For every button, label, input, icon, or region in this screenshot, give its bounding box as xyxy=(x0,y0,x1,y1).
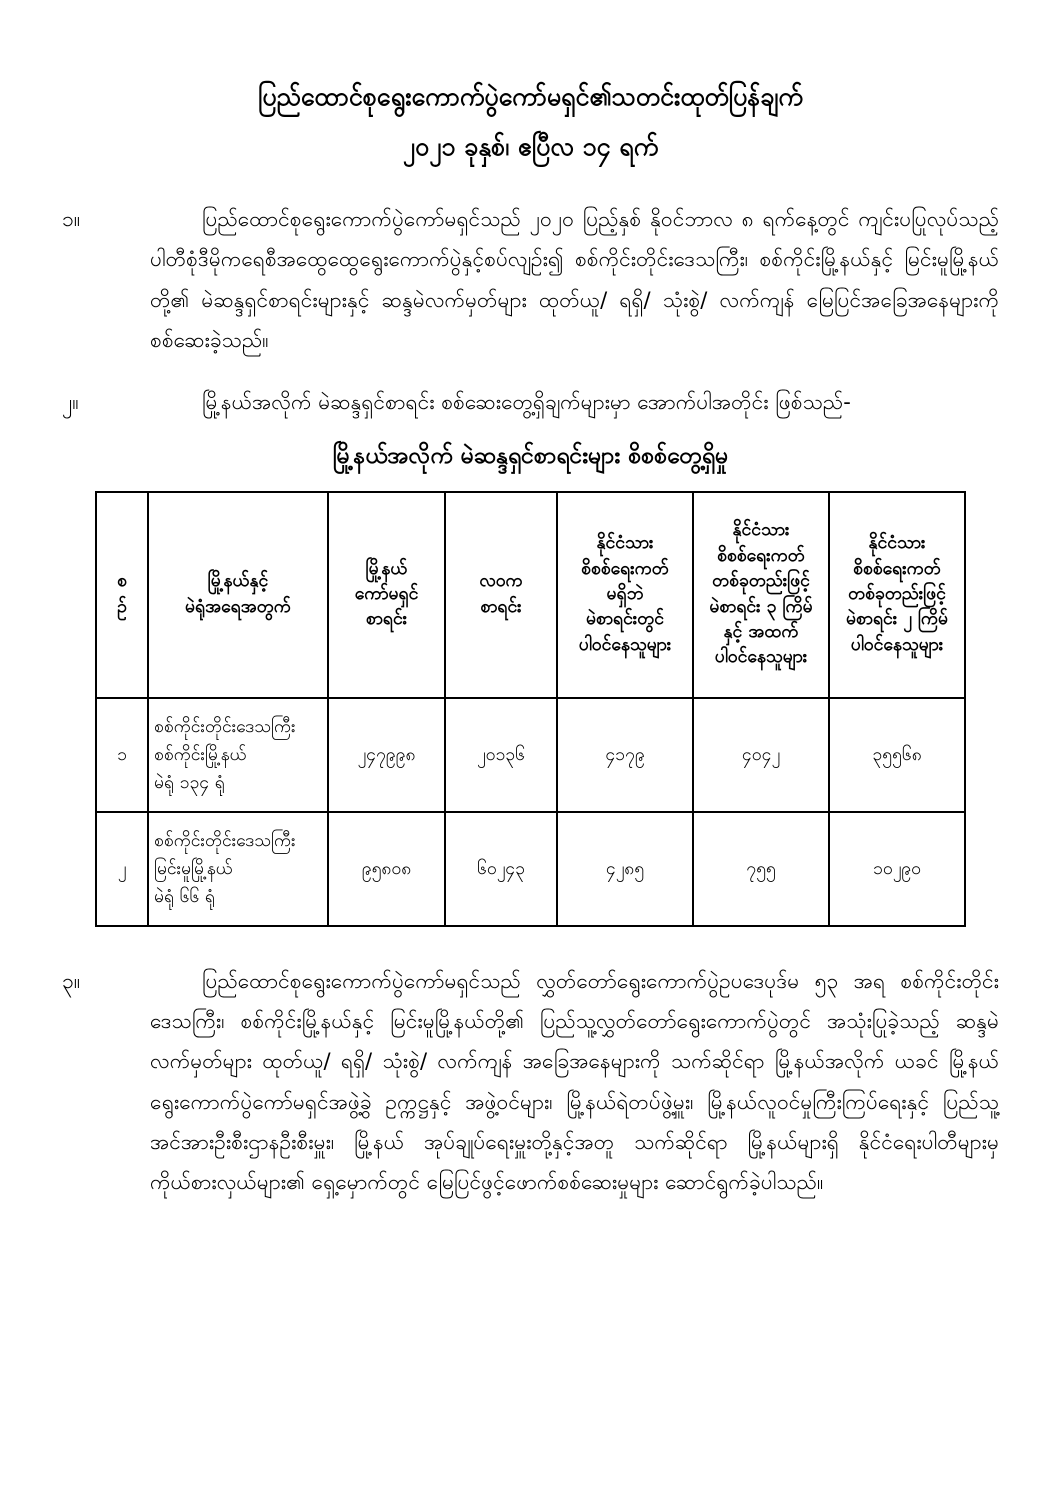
paragraph-1 xyxy=(62,199,999,360)
page-subtitle: ၂၀၂၁ ခုနှစ်၊ ဧပြီလ ၁၄ ရက် xyxy=(402,131,659,161)
paragraph-3-number: ၃။ xyxy=(62,968,81,993)
table-title: မြို့နယ်အလိုက် မဲဆန္ဒရှင်စာရင်းများ စိစစ်တွေ့ရှိမှု xyxy=(332,442,729,469)
row-immigration-list: ၆၀၂၄၃ xyxy=(445,812,557,926)
row-same-nrc-2: ၁၀၂၉၀ xyxy=(829,812,965,926)
row-same-nrc-3: ၇၅၅ xyxy=(693,812,829,926)
paragraph-2-number: ၂။ xyxy=(62,390,79,415)
row-no-nrc: ၄၁၇၉ xyxy=(557,698,693,812)
row-same-nrc-3: ၄၀၄၂ xyxy=(693,698,829,812)
row-commission-list: ၉၅၈၀၈ xyxy=(328,812,445,926)
row-no-nrc: ၄၂၈၅ xyxy=(557,812,693,926)
voter-list-table xyxy=(95,491,966,927)
column-header-township: မြို့နယ်နှင့် မဲရုံအရေအတွက် xyxy=(148,492,328,698)
paragraph-2-text: မြို့နယ်အလိုက် မဲဆန္ဒရှင်စာရင်း စစ်ဆေးတွေ့ရှိချက်များမှာ အောက်ပါအတိုင်း ဖြစ်သည်- xyxy=(202,390,851,415)
table-header-row xyxy=(96,492,965,698)
page-title: ပြည်ထောင်စုရွေးကောက်ပွဲကော်မရှင်၏သတင်းထုတ်ပြန်ချက် xyxy=(258,82,803,111)
table-row xyxy=(96,812,965,926)
paragraph-3 xyxy=(62,961,999,1203)
row-immigration-list: ၂၀၁၃၆ xyxy=(445,698,557,812)
column-header-same-nrc-2: နိုင်ငံသား စိစစ်ရေးကတ် တစ်ခုတည်းဖြင့် မဲစာရင်း ၂ ကြိမ် ပါဝင်နေသူများ xyxy=(829,492,965,698)
column-header-immigration-list: လဝက စာရင်း xyxy=(445,492,557,698)
row-same-nrc-2: ၃၅၅၆၈ xyxy=(829,698,965,812)
row-township: စစ်ကိုင်းတိုင်းဒေသကြီး စစ်ကိုင်းမြို့နယ် မဲရုံ ၁၃၄ ရုံ xyxy=(148,698,328,812)
table-row xyxy=(96,698,965,812)
column-header-same-nrc-3: နိုင်ငံသား စိစစ်ရေးကတ် တစ်ခုတည်းဖြင့် မဲစာရင်း ၃ ကြိမ် နှင့် အထက် ပါဝင်နေသူများ xyxy=(693,492,829,698)
paragraph-1-number: ၁။ xyxy=(62,207,81,231)
row-no: ၂ xyxy=(96,812,148,926)
paragraph-2 xyxy=(62,382,999,422)
column-header-no: စ ဉ် xyxy=(96,492,148,698)
paragraph-3-text: ပြည်ထောင်စုရွေးကောက်ပွဲကော်မရှင်သည် လွှတ်တော်ရွေးကောက်ပွဲဥပဒေပုဒ်မ ၅၃ အရ စစ်ကိုင်းတိုင်းဒေသကြီး၊ စစ်ကိုင်းမြို့နယ်နှင့် မြင်းမူမြို့နယ်တို့၏ ပြည်သူ့လွှတ်တော်ရွေးကောက်ပွဲတွင် အသုံးပြုခဲ့သည့် ဆန္ဒမဲလက်မှတ်များ ထုတ်ယူ/ ရရှိ/ သုံးစွဲ/ လက်ကျန် အခြေအနေများကို သက်ဆိုင်ရာ မြို့နယ်အလိုက် ယခင် မြို့နယ်ရွေးကောက်ပွဲကော်မရှင်အဖွဲ့ခွဲ ဥက္ကဋ္ဌနှင့် အဖွဲ့ဝင်များ၊ မြို့နယ်ရဲတပ်ဖွဲ့မှူး၊ မြို့နယ်လူဝင်မှုကြီးကြပ်ရေးနှင့် ပြည်သူ့အင်အားဦးစီးဌာနဦးစီးမှူး၊ မြို့နယ် အုပ်ချုပ်ရေးမှူးတို့နှင့်အတူ သက်ဆိုင်ရာ မြို့နယ်များရှိ နိုင်ငံရေးပါတီများမှ ကိုယ်စားလှယ်များ၏ ရှေ့မှောက်တွင် မြေပြင်ဖွင့်ဖောက်စစ်ဆေးမှုများ ဆောင်ရွက်ခဲ့ပါသည်။ xyxy=(150,968,999,1195)
row-township: စစ်ကိုင်းတိုင်းဒေသကြီး မြင်းမူမြို့နယ် မဲရုံ ၆၆ ရုံ xyxy=(148,812,328,926)
row-no: ၁ xyxy=(96,698,148,812)
column-header-commission-list: မြို့နယ် ကော်မရှင် စာရင်း xyxy=(328,492,445,698)
row-commission-list: ၂၄၇၉၉၈ xyxy=(328,698,445,812)
column-header-no-nrc: နိုင်ငံသား စိစစ်ရေးကတ် မရှိဘဲ မဲစာရင်းတွင် ပါဝင်နေသူများ xyxy=(557,492,693,698)
paragraph-1-text: ပြည်ထောင်စုရွေးကောက်ပွဲကော်မရှင်သည် ၂၀၂၀ ပြည့်နှစ် နိုဝင်ဘာလ ၈ ရက်နေ့တွင် ကျင်းပပြုလုပ်သည့် ပါတီစုံဒီမိုကရေစီအထွေထွေရွေးကောက်ပွဲနှင့်စပ်လျဉ်း၍ စစ်ကိုင်းတိုင်းဒေသကြီး၊ စစ်ကိုင်းမြို့နယ်နှင့် မြင်းမူမြို့နယ်တို့၏ မဲဆန္ဒရှင်စာရင်းများနှင့် ဆန္ဒမဲလက်မှတ်များ ထုတ်ယူ/ ရရှိ/ သုံးစွဲ/ လက်ကျန် မြေပြင်အခြေအနေများကို စစ်ဆေးခဲ့သည်။ xyxy=(150,207,999,352)
